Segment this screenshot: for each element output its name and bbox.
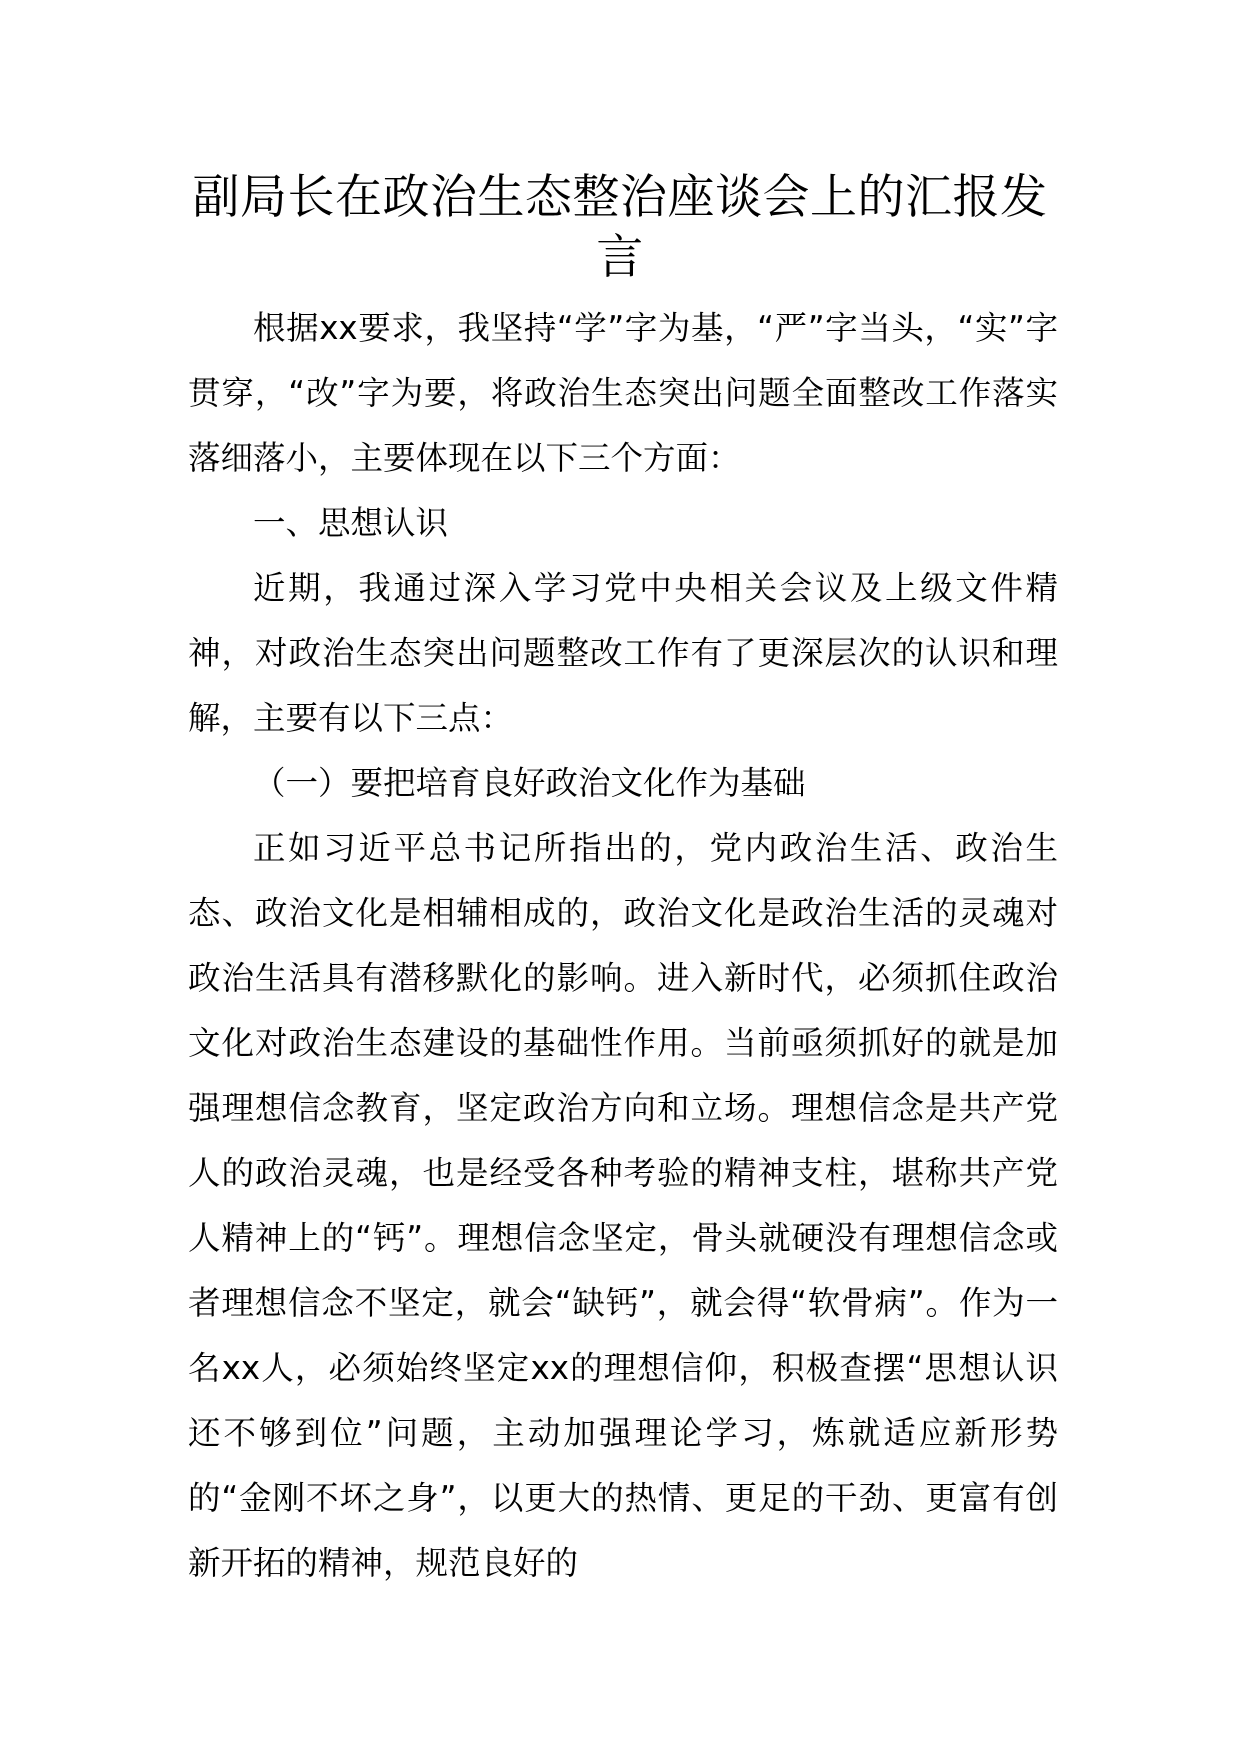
section-1-paragraph: 近期，我通过深入学习党中央相关会议及上级文件精神，对政治生态突出问题整改工作有了更深层次的认识和理解，主要有以下三点： <box>188 569 1058 737</box>
subsection-heading-1: （一）要把培育良好政治文化作为基础 <box>253 764 806 802</box>
subsection-1-paragraph: 正如习近平总书记所指出的，党内政治生活、政治生态、政治文化是相辅相成的，政治文化是政治生活的灵魂对政治生活具有潜移默化的影响。进入新时代，必须抓住政治文化对政治生态建设的基础性作用。当前亟须抓好的就是加强理想信念教育，坚定政治方向和立场。理想信念是共产党人的政治灵魂，也是经受各种考验的精神支柱，堪称共产党人精神上的“钙”。理想信念坚定，骨头就硬没有理想信念或者理想信念不坚定，就会“缺钙”，就会得“软骨病”。作为一名xx人，必须始终坚定xx的理想信仰，积极查摆“思想认识还不够到位”问题，主动加强理论学习，炼就适应新形势的“金刚不坏之身”，以更大的热情、更足的干劲、更富有创新开拓的精神，规范良好的 <box>188 829 1058 1582</box>
document-title: 副局长在政治生态整治座谈会上的汇报发言 <box>192 170 1048 285</box>
section-heading-1: 一、思想认识 <box>253 504 449 542</box>
intro-paragraph: 根据xx要求，我坚持“学”字为基，“严”字当头，“实”字贯穿，“改”字为要，将政治生态突出问题全面整改工作落实落细落小，主要体现在以下三个方面： <box>188 309 1058 477</box>
document-body <box>188 296 1058 1596</box>
